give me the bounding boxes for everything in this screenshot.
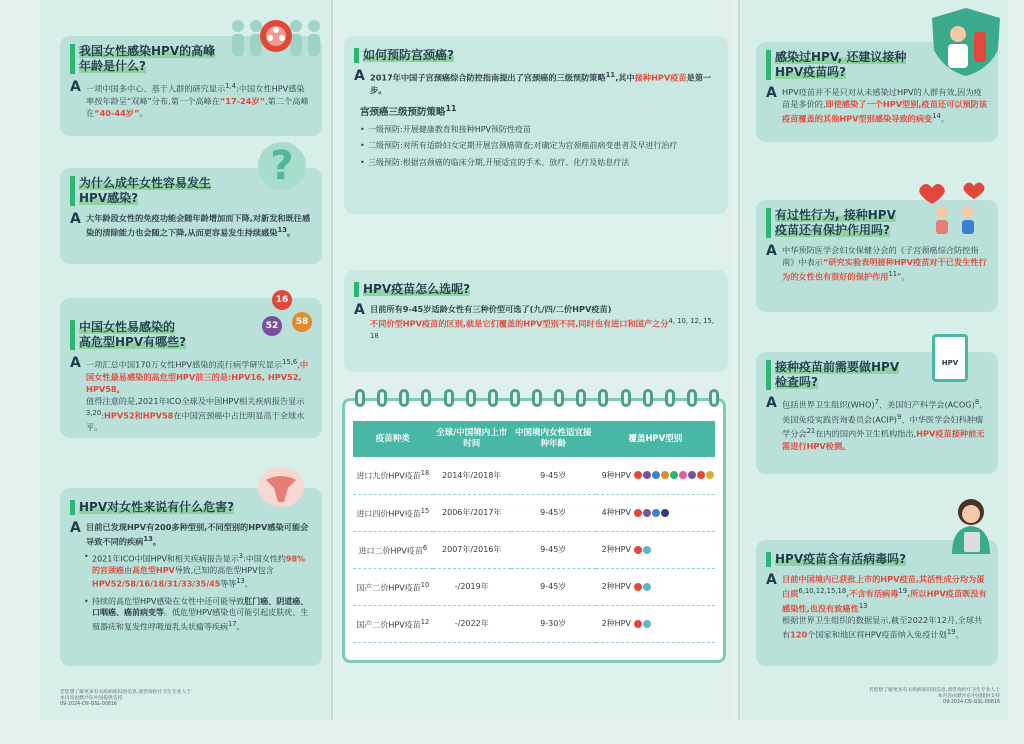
launch-time: -/2019年 [433,568,511,605]
qa-title: 中国女性易感染的 高危型HPV有哪些? [70,320,186,350]
hpv-58-bubble: 58 [292,312,312,332]
qa-title: 感染过HPV, 还建议接种 HPV疫苗吗? [766,50,906,80]
answer-label: A [354,302,365,318]
answer-label: A [766,85,777,101]
age-range: 9-45岁 [511,531,596,568]
hpv-type-dot [634,620,642,628]
notebook-rings [355,389,719,407]
qa-title: 接种疫苗前需要做HPV 检查吗? [766,360,899,390]
fold-line-1 [331,0,333,720]
table-row [353,494,715,531]
qa-card-live-virus [756,540,998,666]
age-range: 9-45岁 [511,494,596,531]
table-row [353,605,715,642]
launch-time: -/2022年 [433,605,511,642]
uterus-icon [256,466,306,508]
hpv-type-dot [643,509,651,517]
hpv-type-dot [634,546,642,554]
qa-title: 有过性行为, 接种HPV 疫苗还有保护作用吗? [766,208,896,238]
vaccine-table-card [342,398,726,663]
qa-card-prevention [344,36,728,214]
hpv-type-dot [634,471,642,479]
doctor-shield-icon [928,6,1004,78]
hpv-type-dot [661,509,669,517]
qa-title: 如何预防宫颈癌? [354,48,454,63]
clipboard-icon: HPV [932,334,968,382]
qa-title: 我国女性感染HPV的高峰 年龄是什么? [70,44,215,74]
answer-label: A [766,395,777,411]
answer-label: A [354,68,365,84]
qa-title: HPV疫苗怎么选呢? [354,282,470,297]
answer-label: A [766,572,777,588]
age-range: 9-45岁 [511,457,596,494]
prevention-bullets [360,124,718,169]
hpv-type-dot [643,471,651,479]
list-item: • 二级预防:对所有适龄妇女定期开展宫颈癌筛查;对确定为宫颈癌前病变患者及早进行治疗 [360,140,718,152]
hpv-type-dot [652,509,660,517]
answer-text: HPV疫苗并不是只对从未感染过HPV的人群有效,因为疫苗是多价的,即使感染了一个HPV型别,疫苗还可以预防该疫苗覆盖的其他HPV型别感染导致的病变$^{14}$。 [782,87,988,124]
age-range: 9-45岁 [511,568,596,605]
hpv-type-dot [661,471,669,479]
launch-time: 2006年/2017年 [433,494,511,531]
answer-label: A [70,355,81,371]
answer-text: 目前所有9-45岁适龄女性有三种价型可选了(九/四/二价HPV疫苗) 不同价型HPV疫苗的区别,就是它们覆盖的HPV型别不同,同时也有进口和国产之分$^{4, 10, 12, 15, 18}$ [370,304,715,340]
women-group-icon [226,12,326,62]
hpv-type-dot [643,583,651,591]
table-row [353,568,715,605]
hpv-52-bubble: 52 [262,316,282,336]
list-item: • 2021年ICO中国HPV和相关疾病报告显示$^3$:中国女性约98%的宫颈癌由高危型HPV导致,已知的高危型HPV包含HPV52/58/16/18/31/33/35/45等等$^{13}$。 [84,551,312,591]
coverage: 2种HPV [596,605,715,642]
answer-label: A [70,520,81,536]
subheading: 宫颈癌三级预防策略$^{11}$ [360,103,457,118]
answer-text: 目前已发现HPV有200多种型别,不同型别的HPV感染可能会导致不同的疾病$^{13}$。 [86,522,309,547]
hpv-type-dot [634,509,642,517]
answer-text: 一项中国多中心、基于人群的研究显示$^{1,4}$:中国女性HPV感染率按年龄呈“双峰”分布,第一个高峰在“17-24岁”,第二个高峰在“40-44岁”。 [86,82,309,118]
answer-text: 大年龄段女性的免疫功能会随年龄增加而下降,对新发和既往感染的清除能力也会随之下降,从而更容易发生持续感染$^{13}$。 [86,213,311,238]
vaccine-name: 国产二价HPV疫苗$^{12}$ [353,605,433,642]
right-footer: 若您想了解更多有关疾病知识的信息,请咨询医疗卫生专业人士 本内容由默沙东中国提供支持 09-2024-CN-GSL-00816 [868,688,1000,705]
question-mark-icon: ? [258,142,306,190]
hpv-type-dot [670,471,678,479]
hpv-type-dot [643,620,651,628]
list-item: • 持续的高危型HPV感染在女性中还可能导致肛门癌、阴道癌、口咽癌、癌前病变等。低危型HPV感染也可能引起皮肤疣、生殖器疣和复发性呼吸道乳头状瘤等疾病$^{17}$。 [84,596,312,633]
table-header: 全球/中国境内上市时间 [433,421,511,457]
hpv-type-dot [688,471,696,479]
answer-label: A [70,211,81,227]
answer-label: A [766,243,777,259]
left-footer: 若您想了解更多有关疾病知识的信息,请咨询医疗卫生专业人士 本内容由默沙东中国提供支持 09-2024-CN-GSL-00816 [60,690,192,707]
hpv-16-bubble: 16 [272,290,292,310]
fold-line-2 [738,0,740,720]
hpv-type-dot [652,471,660,479]
table-header: 疫苗种类 [353,421,433,457]
couple-hearts-icon [912,178,998,236]
hpv-type-dot [634,583,642,591]
list-item: • 一级预防:开展健康教育和接种HPV预防性疫苗 [360,124,718,136]
vaccine-name: 进口四价HPV疫苗$^{15}$ [353,494,433,531]
woman-tablet-icon [938,496,1004,556]
answer-text: 2017年中国子宫颈癌综合防控指南提出了宫颈癌的三级预防策略$^{11}$,其中接种HPV疫苗是第一步。 [370,71,712,95]
table-header: 覆盖HPV型别 [596,421,715,457]
coverage: 2种HPV [596,568,715,605]
qa-card-high-risk [60,298,322,438]
launch-time: 2014年/2018年 [433,457,511,494]
qa-title: 为什么成年女性容易发生 HPV感染? [70,176,211,206]
qa-card-harm [60,488,322,666]
vaccine-name: 国产二价HPV疫苗$^{10}$ [353,568,433,605]
hpv-type-dot [697,471,705,479]
launch-time: 2007年/2016年 [433,531,511,568]
vaccine-name: 进口二价HPV疫苗$^6$ [353,531,433,568]
hpv-type-dot [679,471,687,479]
coverage: 2种HPV [596,531,715,568]
hpv-type-dot [643,546,651,554]
table-row [353,457,715,494]
age-range: 9-30岁 [511,605,596,642]
vaccine-table [353,421,715,643]
qa-card-choose [344,270,728,372]
coverage: 4种HPV [596,494,715,531]
vaccine-name: 进口九价HPV疫苗$^{18}$ [353,457,433,494]
coverage: 9种HPV [596,457,715,494]
table-row [353,531,715,568]
answer-text: 一项汇总中国170万女性HPV感染的流行病学研究显示$^{15,6}$,中国女性最易感染的高危型HPV前三的是:HPV16, HPV52, HPV58。 值得注意的是,2021年ICO全球及中国HPV相关疾病报告显示$^{3,20}$:HPV52和HPV58在中国宫颈癌中占比明显高于全球水平。 [86,358,309,433]
qa-title: HPV对女性来说有什么危害? [70,500,234,515]
hpv-type-dot [706,471,714,479]
answer-label: A [70,79,81,95]
harm-bullets [84,551,312,633]
answer-text: 中华预防医学会妇女保健分会的《子宫颈癌综合防控指南》中表示“研究实验表明接种HPV疫苗对于已发生性行为的女性也有很好的保护作用$^{11}$”。 [782,245,987,282]
answer-text: 目前中国境内已获批上市的HPV疫苗,其活性成分均为蛋白质$^{6,10,12,15,18}$,不含有活病毒$^{19}$,所以HPV疫苗既没有感染性,也没有致癌性$^{13}$ 根据世界卫生组织的数据显示,截至2022年12月,全球共有120个国家和地区将HPV疫苗纳入免疫计划$^{19}$。 [782,574,987,641]
qa-title: HPV疫苗含有活病毒吗? [766,552,906,567]
table-header: 中国境内女性适宜接种年龄 [511,421,596,457]
list-item: • 三级预防:根据宫颈癌的临床分期,开展适宜的手术、放疗、化疗及姑息疗法 [360,157,718,169]
answer-text: 包括世界卫生组织(WHO)$^7$、美国妇产科学会(ACOG)$^8$、美国免疫实践咨询委员会(ACIP)$^9$、中华医学会妇科肿瘤学分会$^{21}$在内的国内外卫生机构指出,HPV疫苗接种前无需进行HPV检测。 [782,398,988,452]
